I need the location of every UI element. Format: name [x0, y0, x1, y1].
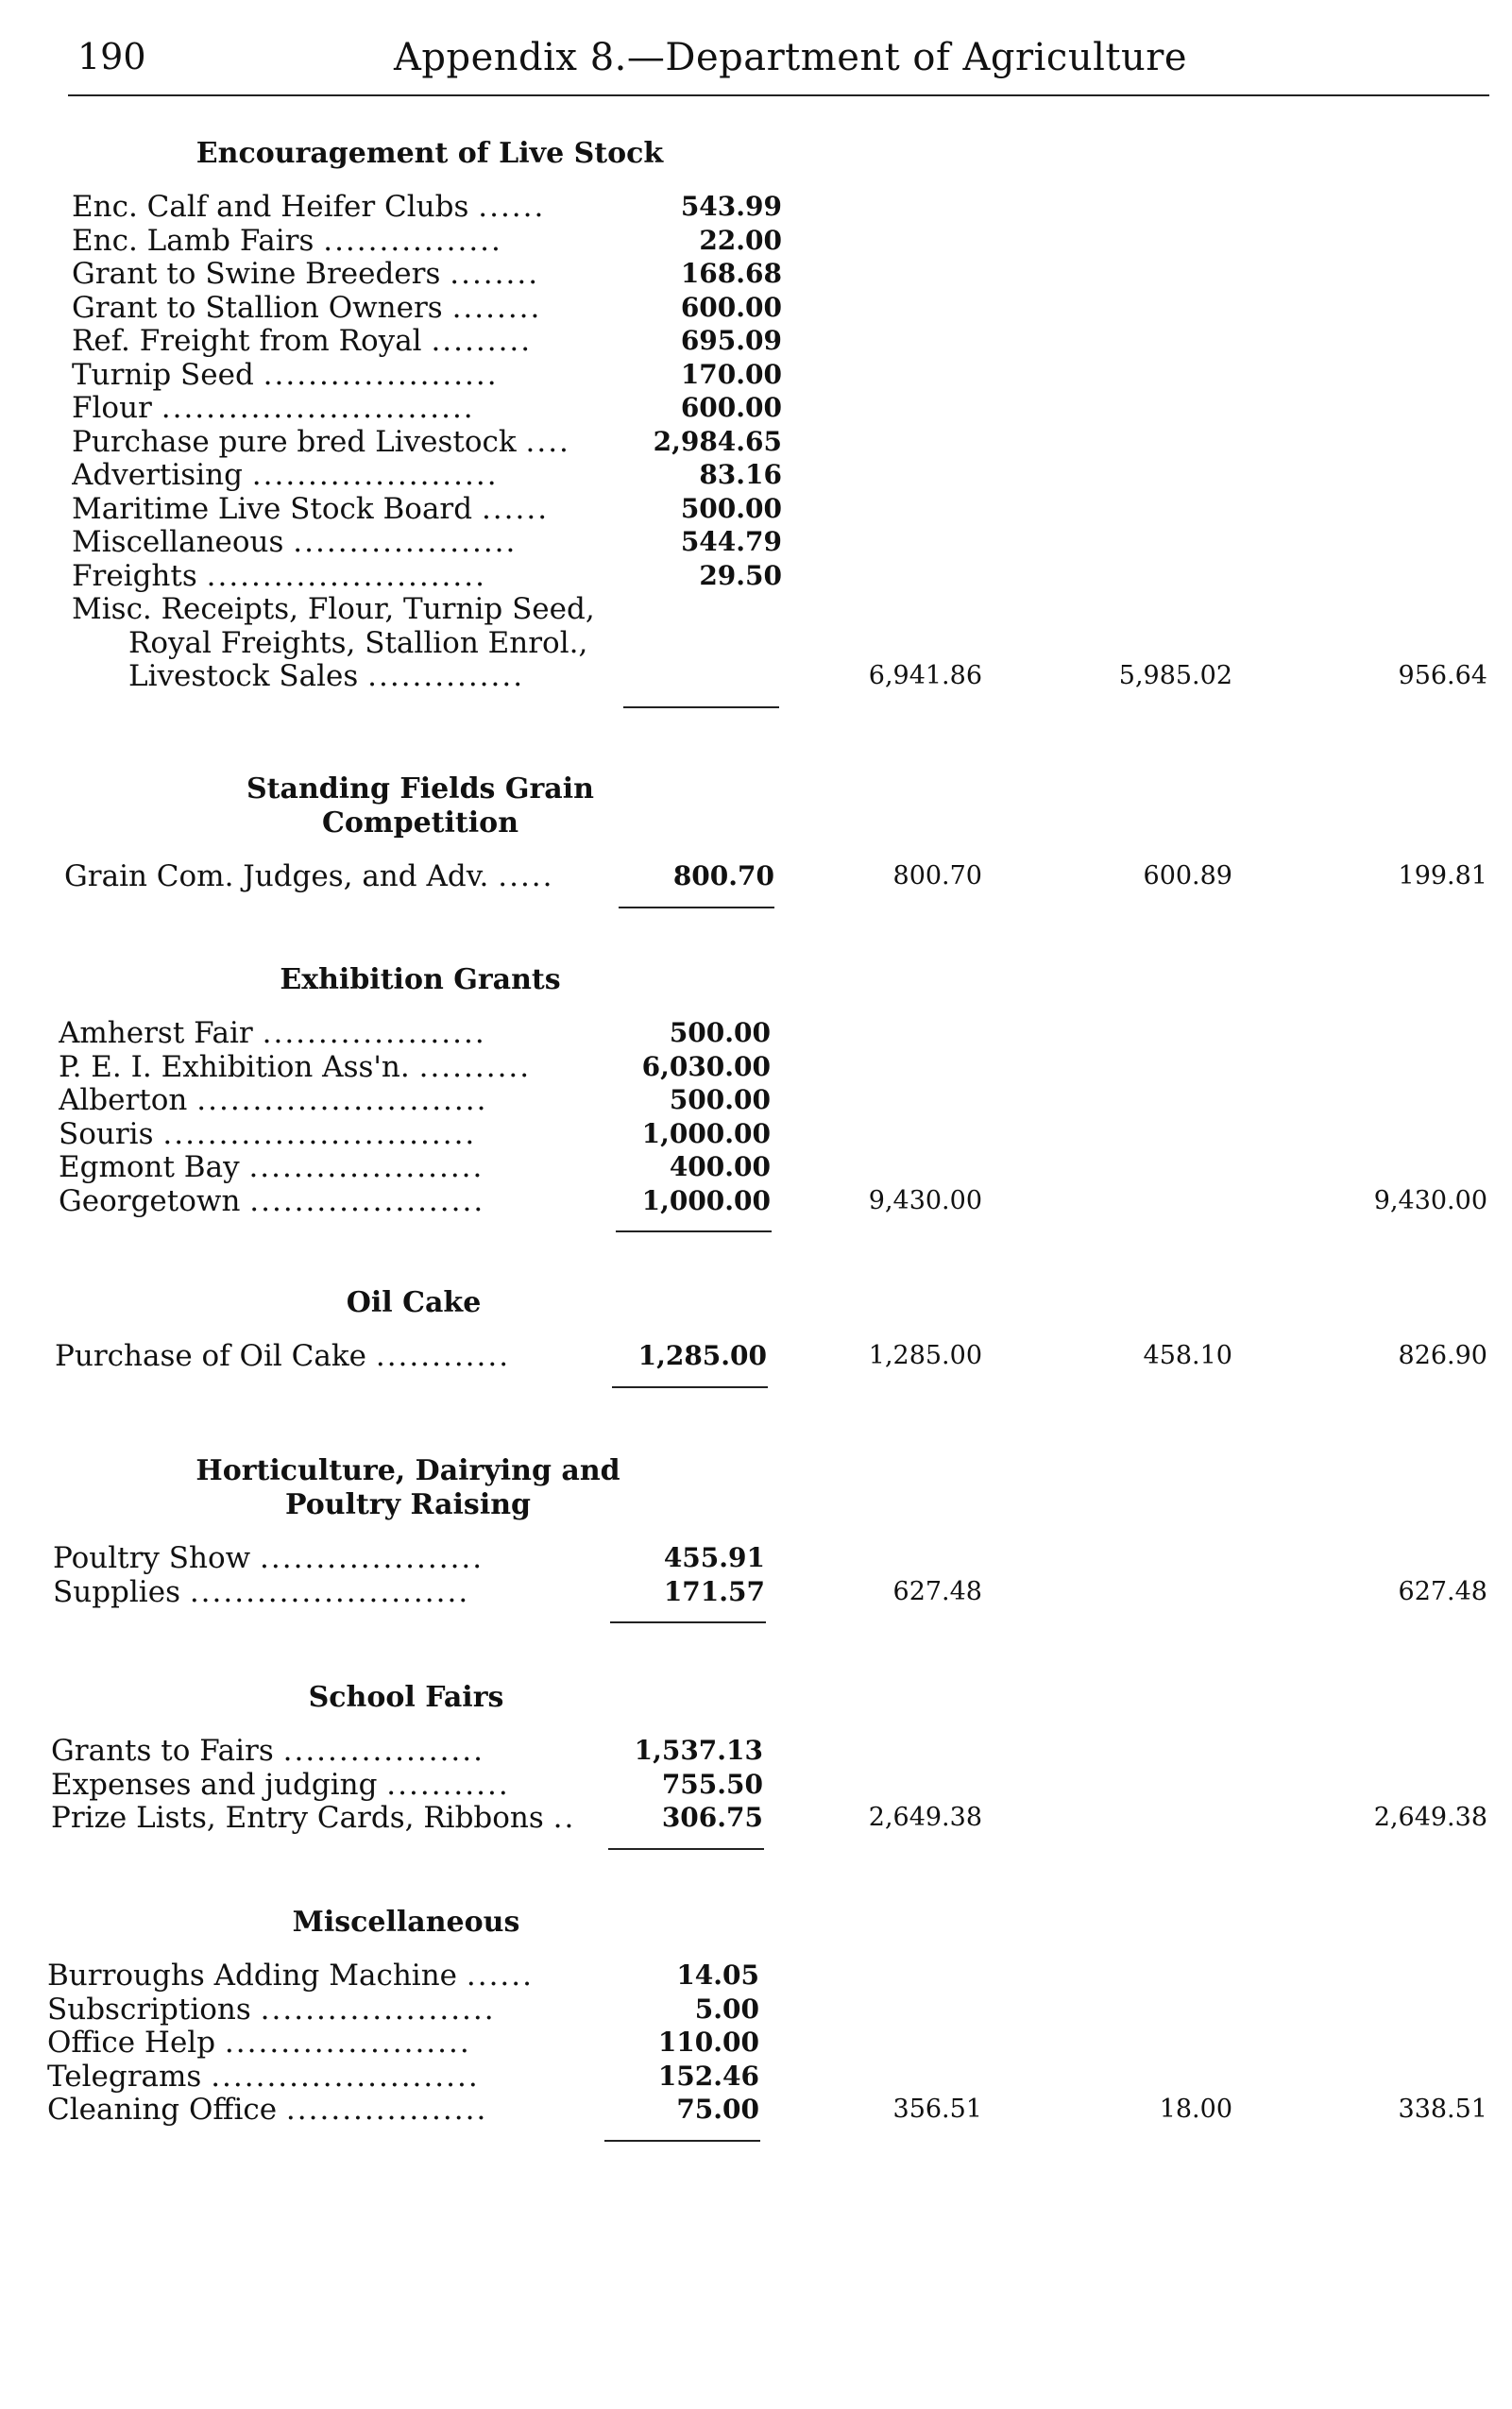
item-amount: 800.70: [672, 860, 774, 891]
section-title: Exhibition Grants: [280, 963, 561, 996]
table-row: [72, 257, 782, 291]
item-label-text: Amherst Fair: [59, 1016, 263, 1050]
leader-dots: .....................: [249, 1183, 485, 1218]
item-label: [47, 1959, 601, 1993]
item-label: [72, 190, 629, 224]
table-row: [47, 2093, 759, 2127]
section-title: Horticulture, Dairying and: [195, 1454, 620, 1487]
table-row: [72, 391, 782, 425]
table-row: [47, 1993, 759, 2027]
item-amount: 75.00: [676, 2094, 759, 2125]
subtotal-rule: [608, 1848, 764, 1850]
table-row: [64, 859, 774, 893]
item-label: [72, 559, 629, 593]
section-total: 2,649.38: [868, 1803, 982, 1832]
item-amount: 14.05: [676, 1959, 759, 1991]
item-amount: 306.75: [661, 1802, 763, 1833]
item-label-text: Subscriptions: [47, 1992, 261, 2027]
item-label: [72, 324, 629, 358]
table-row: [53, 1575, 765, 1609]
item-amount: 543.99: [680, 191, 782, 222]
item-amount: 110.00: [657, 2027, 759, 2058]
item-label: [47, 2026, 601, 2060]
item-label: [72, 525, 629, 559]
section-total: 1,285.00: [868, 1341, 982, 1370]
table-row: [72, 358, 782, 392]
item-amount: 29.50: [699, 559, 782, 591]
item-label: [59, 1184, 616, 1218]
item-label: [72, 592, 629, 626]
leader-dots: ....................: [293, 525, 518, 559]
item-label-text: Royal Freights, Stallion Enrol.,: [128, 625, 588, 660]
item-label: [72, 224, 629, 258]
item-amount: 755.50: [661, 1768, 763, 1800]
section-total: 338.51: [1398, 2095, 1487, 2124]
leader-dots: ......: [478, 190, 546, 224]
section-title: Oil Cake: [346, 1286, 482, 1319]
item-label: [53, 1541, 606, 1575]
subtotal-rule: [619, 907, 774, 908]
item-label-text: Ref. Freight from Royal: [72, 324, 432, 358]
page-title: Appendix 8.—Department of Agriculture: [394, 36, 1188, 79]
item-label-text: Telegrams: [47, 2059, 212, 2094]
item-amount: 500.00: [669, 1017, 771, 1048]
table-row: [59, 1050, 771, 1084]
item-label: [51, 1801, 604, 1835]
leader-dots: ..................: [282, 1734, 484, 1768]
leader-dots: ..........................: [196, 1083, 488, 1117]
item-label-text: Enc. Lamb Fairs: [72, 223, 324, 258]
section-total: 5,985.02: [1118, 661, 1232, 690]
item-label-text: Cleaning Office: [47, 2093, 286, 2127]
item-label: [72, 458, 629, 492]
section-total: 199.81: [1398, 861, 1487, 891]
leader-dots: ......: [466, 1959, 534, 1993]
table-row: [59, 1184, 771, 1218]
item-amount: 152.46: [657, 2060, 759, 2092]
leader-dots: ..: [552, 1801, 576, 1835]
item-amount: 83.16: [699, 459, 782, 490]
table-row: [72, 626, 782, 660]
item-label-text: Misc. Receipts, Flour, Turnip Seed,: [72, 592, 595, 626]
section-total: 458.10: [1143, 1341, 1232, 1370]
item-label: [51, 1768, 604, 1802]
table-row: [72, 291, 782, 325]
item-label-text: Grain Com. Judges, and Adv.: [64, 859, 499, 893]
section-total: 2,649.38: [1373, 1803, 1487, 1832]
item-label-text: Advertising: [72, 458, 252, 492]
item-label: [59, 1117, 616, 1151]
item-amount: 1,000.00: [641, 1184, 771, 1216]
item-amount: 1,537.13: [634, 1735, 763, 1766]
item-label: [72, 425, 629, 459]
item-label-text: Purchase of Oil Cake: [55, 1339, 376, 1373]
item-amount: 171.57: [663, 1575, 765, 1607]
leader-dots: ................: [323, 223, 502, 258]
leader-dots: ...........: [386, 1767, 510, 1802]
item-amount: 1,285.00: [637, 1340, 767, 1371]
item-amount: 5.00: [694, 1993, 759, 2025]
leader-dots: .........: [431, 324, 533, 358]
table-row: [55, 1339, 767, 1373]
page-header: [68, 36, 1485, 93]
item-label: [72, 492, 629, 526]
leader-dots: .........................: [206, 558, 486, 593]
leader-dots: ....: [525, 424, 570, 459]
item-label: [59, 1150, 616, 1184]
table-row: [51, 1768, 763, 1802]
item-label: [128, 659, 629, 693]
item-amount: 22.00: [699, 224, 782, 256]
item-label-text: Purchase pure bred Livestock: [72, 424, 526, 459]
subtotal-rule: [610, 1621, 766, 1623]
leader-dots: .........................: [189, 1574, 470, 1609]
table-row: [53, 1541, 765, 1575]
section-total: 956.64: [1398, 661, 1487, 690]
leader-dots: ............: [375, 1339, 511, 1373]
leader-dots: ............................: [162, 1116, 477, 1151]
table-row: [51, 1734, 763, 1768]
table-row: [72, 492, 782, 526]
section-total: 627.48: [1398, 1576, 1487, 1606]
item-amount: 600.00: [680, 392, 782, 423]
leader-dots: ........: [451, 290, 542, 325]
table-row: [72, 425, 782, 459]
table-row: [47, 2026, 759, 2060]
item-label-text: Turnip Seed: [72, 357, 263, 392]
item-label: [59, 1050, 616, 1084]
item-label: [47, 2093, 601, 2127]
item-label: [72, 391, 629, 425]
item-label: [47, 2060, 601, 2094]
section-total: 600.89: [1143, 861, 1232, 891]
section-total: 627.48: [892, 1576, 982, 1606]
item-amount: 695.09: [680, 325, 782, 356]
section-total: 800.70: [892, 861, 982, 891]
item-label-text: Burroughs Adding Machine: [47, 1959, 467, 1993]
item-amount: 170.00: [680, 358, 782, 390]
leader-dots: ..................: [285, 2093, 488, 2127]
item-label: [51, 1734, 604, 1768]
item-label-text: Livestock Sales: [128, 659, 368, 693]
item-label-text: Poultry Show: [53, 1541, 261, 1575]
subtotal-rule: [616, 1230, 772, 1232]
table-row: [72, 458, 782, 492]
section-title: School Fairs: [308, 1681, 504, 1714]
item-label: [59, 1016, 616, 1050]
leader-dots: ..........: [418, 1049, 532, 1084]
subtotal-rule: [612, 1386, 768, 1388]
leader-dots: ......: [481, 491, 550, 526]
item-amount: 168.68: [680, 258, 782, 289]
table-row: [72, 525, 782, 559]
item-amount: 1,000.00: [641, 1117, 771, 1149]
item-label-text: Georgetown: [59, 1183, 250, 1218]
section-title: Encouragement of Live Stock: [195, 137, 664, 170]
item-label-text: Souris: [59, 1116, 163, 1151]
table-row: [59, 1083, 771, 1117]
table-row: [72, 224, 782, 258]
item-label-text: Enc. Calf and Heifer Clubs: [72, 190, 479, 224]
table-row: [51, 1801, 763, 1835]
leader-dots: ....................: [260, 1541, 484, 1575]
table-row: [72, 592, 782, 626]
item-label: [55, 1339, 612, 1373]
leader-dots: ....................: [262, 1016, 486, 1050]
leader-dots: ......................: [251, 458, 499, 492]
section-total: 826.90: [1398, 1341, 1487, 1370]
item-label-text: Grant to Stallion Owners: [72, 290, 452, 325]
page-number: 190: [77, 36, 146, 77]
item-label-text: Freights: [72, 558, 207, 593]
item-amount: 600.00: [680, 291, 782, 323]
item-amount: 455.91: [663, 1542, 765, 1573]
item-label-text: Miscellaneous: [72, 525, 294, 559]
leader-dots: .....................: [263, 357, 499, 392]
leader-dots: .....................: [248, 1150, 484, 1184]
header-rule: [68, 94, 1489, 96]
item-label-text: Prize Lists, Entry Cards, Ribbons: [51, 1801, 553, 1835]
item-label-text: Grant to Swine Breeders: [72, 257, 450, 291]
leader-dots: ......................: [224, 2026, 471, 2060]
leader-dots: ........: [450, 257, 540, 291]
subtotal-rule: [623, 706, 779, 708]
leader-dots: ........................: [211, 2059, 480, 2094]
section-total: 356.51: [892, 2095, 982, 2124]
section-title: Competition: [321, 806, 519, 840]
item-amount: 2,984.65: [653, 425, 782, 457]
item-label: [128, 626, 629, 660]
subtotal-rule: [604, 2140, 760, 2142]
item-label: [64, 859, 621, 893]
item-label-text: Maritime Live Stock Board: [72, 491, 482, 526]
table-row: [59, 1117, 771, 1151]
item-label-text: Supplies: [53, 1574, 190, 1609]
item-label-text: Expenses and judging: [51, 1767, 387, 1802]
table-row: [59, 1016, 771, 1050]
item-label: [59, 1083, 616, 1117]
section-total: 18.00: [1159, 2095, 1232, 2124]
table-row: [47, 1959, 759, 1993]
table-row: [72, 324, 782, 358]
item-amount: 500.00: [680, 492, 782, 524]
item-amount: 6,030.00: [641, 1050, 771, 1082]
section-title: Standing Fields Grain: [246, 772, 594, 806]
leader-dots: .....................: [260, 1992, 496, 2027]
table-row: [47, 2060, 759, 2094]
section-total: 6,941.86: [868, 661, 982, 690]
table-row: [59, 1150, 771, 1184]
item-label-text: P. E. I. Exhibition Ass'n.: [59, 1049, 419, 1084]
item-label: [47, 1993, 601, 2027]
table-row: [72, 190, 782, 224]
item-label: [72, 358, 629, 392]
section-total: 9,430.00: [868, 1185, 982, 1215]
item-label: [72, 291, 629, 325]
item-label-text: Egmont Bay: [59, 1150, 249, 1184]
item-amount: 400.00: [669, 1151, 771, 1182]
section-total: 9,430.00: [1373, 1185, 1487, 1215]
section-title: Poultry Raising: [284, 1488, 532, 1521]
section-title: Miscellaneous: [292, 1906, 520, 1939]
table-row: [72, 659, 782, 693]
item-label-text: Alberton: [59, 1083, 197, 1117]
leader-dots: ............................: [161, 391, 475, 425]
item-amount: 500.00: [669, 1084, 771, 1115]
table-row: [72, 559, 782, 593]
item-label-text: Grants to Fairs: [51, 1734, 283, 1768]
item-label-text: Office Help: [47, 2026, 225, 2060]
item-amount: 544.79: [680, 526, 782, 557]
item-label-text: Flour: [72, 391, 161, 425]
leader-dots: .....: [498, 859, 554, 893]
leader-dots: ..............: [367, 659, 525, 693]
item-label: [53, 1575, 606, 1609]
item-label: [72, 257, 629, 291]
